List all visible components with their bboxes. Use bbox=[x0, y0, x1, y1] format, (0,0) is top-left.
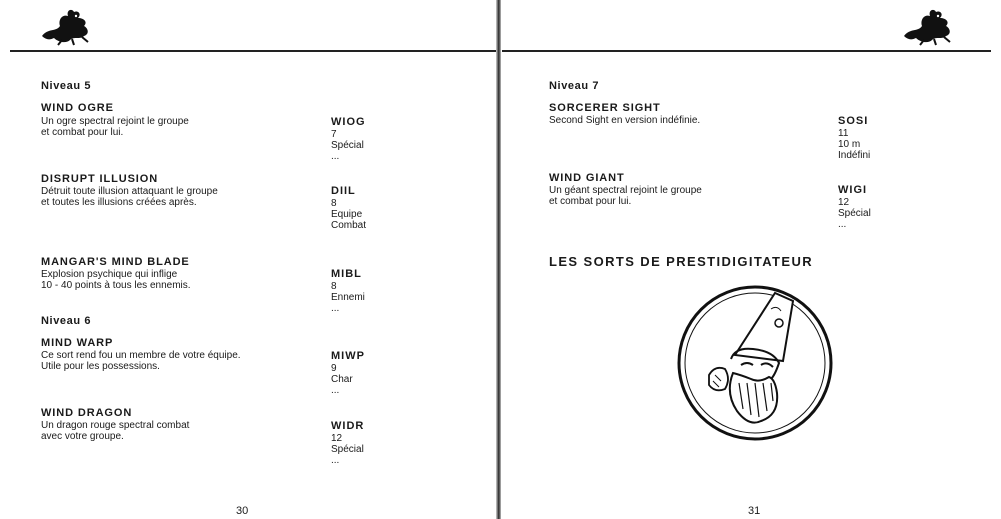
spell-name: WIND DRAGON bbox=[41, 407, 133, 419]
spell-stats bbox=[331, 117, 366, 162]
level-heading: Niveau 6 bbox=[41, 315, 92, 327]
spell-code: WIDR bbox=[331, 420, 365, 432]
spell-stats bbox=[331, 421, 364, 466]
header-rule bbox=[502, 50, 991, 52]
spell-stats bbox=[838, 116, 870, 161]
spell-level: 12 bbox=[331, 433, 343, 444]
spell-target: Spécial bbox=[838, 208, 871, 219]
spell-name: WIND OGRE bbox=[41, 102, 114, 114]
spell-target: Spécial bbox=[331, 444, 364, 455]
page-number: 30 bbox=[236, 505, 249, 517]
level-heading: Niveau 7 bbox=[549, 80, 600, 92]
spell-level: 8 bbox=[331, 198, 337, 209]
spell-code: MIWP bbox=[331, 350, 365, 362]
spell-level: 12 bbox=[838, 197, 850, 208]
page-number: 31 bbox=[748, 505, 761, 517]
section-title: LES SORTS DE PRESTIDIGITATEUR bbox=[549, 254, 814, 269]
spell-description: Un dragon rouge spectral combat avec votre groupe. bbox=[41, 420, 190, 442]
spell-name: DISRUPT ILLUSION bbox=[41, 173, 159, 185]
spell-level: 9 bbox=[331, 363, 337, 374]
spell-level: 7 bbox=[331, 129, 337, 140]
spell-name: WIND GIANT bbox=[549, 172, 625, 184]
spell-duration: ... bbox=[331, 303, 340, 314]
spell-description: Détruit toute illusion attaquant le groupe et toutes les illusions créées après. bbox=[41, 186, 218, 208]
dragon-logo-icon bbox=[900, 6, 956, 46]
spell-duration: ... bbox=[331, 151, 340, 162]
wizard-portrait-icon bbox=[675, 283, 835, 443]
spell-description: Explosion psychique qui inflige 10 - 40 points à tous les ennemis. bbox=[41, 269, 191, 291]
dragon-logo-icon bbox=[38, 6, 94, 46]
spell-target: Spécial bbox=[331, 140, 364, 151]
header-rule bbox=[10, 50, 496, 52]
level-heading: Niveau 5 bbox=[41, 80, 92, 92]
spell-duration: Indéfini bbox=[838, 150, 871, 161]
book-spine bbox=[496, 0, 501, 519]
spell-description: Ce sort rend fou un membre de votre équipe. Utile pour les possessions. bbox=[41, 350, 241, 372]
spell-stats bbox=[331, 186, 366, 231]
spell-code: WIGI bbox=[838, 184, 868, 196]
spell-description: Un géant spectral rejoint le groupe et combat pour lui. bbox=[549, 185, 702, 207]
spell-duration: ... bbox=[331, 455, 340, 466]
spell-target: Equipe bbox=[331, 209, 363, 220]
spell-target: 10 m bbox=[838, 139, 861, 150]
spell-stats bbox=[331, 351, 365, 396]
spell-name: MIND WARP bbox=[41, 337, 114, 349]
spell-code: DIIL bbox=[331, 185, 356, 197]
spell-stats bbox=[331, 269, 365, 314]
spell-duration: Combat bbox=[331, 220, 367, 231]
right-page bbox=[502, 0, 1001, 519]
spell-description: Second Sight en version indéfinie. bbox=[549, 115, 701, 126]
spell-level: 11 bbox=[838, 128, 849, 139]
spell-code: SOSI bbox=[838, 115, 869, 127]
spell-name: MANGAR'S MIND BLADE bbox=[41, 256, 190, 268]
spell-name: SORCERER SIGHT bbox=[549, 102, 661, 114]
spell-level: 8 bbox=[331, 281, 337, 292]
left-page bbox=[0, 0, 498, 519]
spell-target: Ennemi bbox=[331, 292, 365, 303]
spell-code: MIBL bbox=[331, 268, 362, 280]
spell-target: Char bbox=[331, 374, 353, 385]
spell-duration: ... bbox=[838, 219, 847, 230]
spell-duration: ... bbox=[331, 385, 340, 396]
spell-code: WIOG bbox=[331, 116, 366, 128]
spell-stats bbox=[838, 185, 871, 230]
spell-description: Un ogre spectral rejoint le groupe et combat pour lui. bbox=[41, 116, 189, 138]
